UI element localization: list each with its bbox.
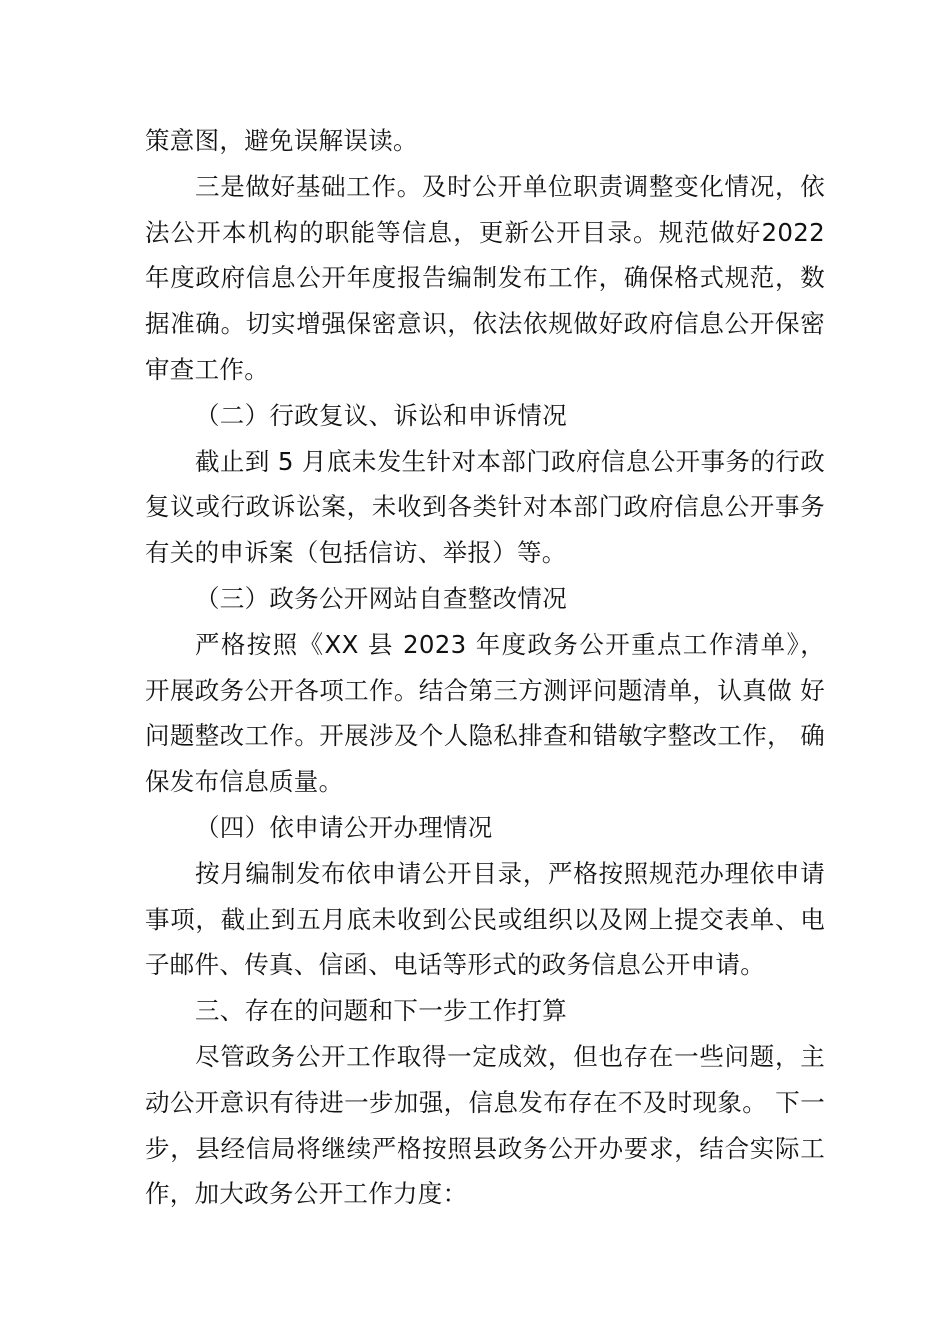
document-body: [145, 118, 825, 1217]
paragraph-application-handling: 按月编制发布依申请公开目录，严格按照规范办理依申请事项，截止到五月底未收到公民或组织以及网上提交表单、电子邮件、传真、信函、电话等形式的政务信息公开申请。: [145, 858, 825, 980]
section-heading-review-litigation: （二）行政复议、诉讼和申诉情况: [195, 400, 567, 430]
section-heading-application-handling: （四）依申请公开办理情况: [195, 812, 493, 842]
paragraph-basic-work: 三是做好基础工作。及时公开单位职责调整变化情况，依法公开本机构的职能等信息，更新公开目录。规范做好2022 年度政府信息公开年度报告编制发布工作，确保格式规范，数据准确。切实增强保密意识，依法依规做好政府信息公开保密审查工作。: [145, 171, 825, 384]
section-heading-website-inspection: （三）政务公开网站自查整改情况: [195, 583, 567, 613]
paragraph-continuation: 策意图，避免误解误读。: [145, 126, 418, 155]
paragraph-problems-next-steps: 尽管政务公开工作取得一定成效，但也存在一些问题，主动公开意识有待进一步加强，信息发布存在不及时现象。 下一步，县经信局将继续严格按照县政务公开办要求，结合实际工作，加大政务公开工作力度：: [145, 1041, 825, 1209]
paragraph-review-litigation: 截止到 5 月底未发生针对本部门政府信息公开事务的行政复议或行政诉讼案，未收到各类针对本部门政府信息公开事务有关的申诉案（包括信访、举报）等。: [145, 446, 825, 568]
paragraph-website-inspection: 严格按照《XX 县 2023 年度政务公开重点工作清单》，开展政务公开各项工作。结合第三方测评问题清单，认真做 好问题整改工作。开展涉及个人隐私排查和错敏字整改工作， 确保发布信息质量。: [145, 629, 825, 797]
section-heading-problems-next-steps: 三、存在的问题和下一步工作打算: [195, 996, 567, 1026]
